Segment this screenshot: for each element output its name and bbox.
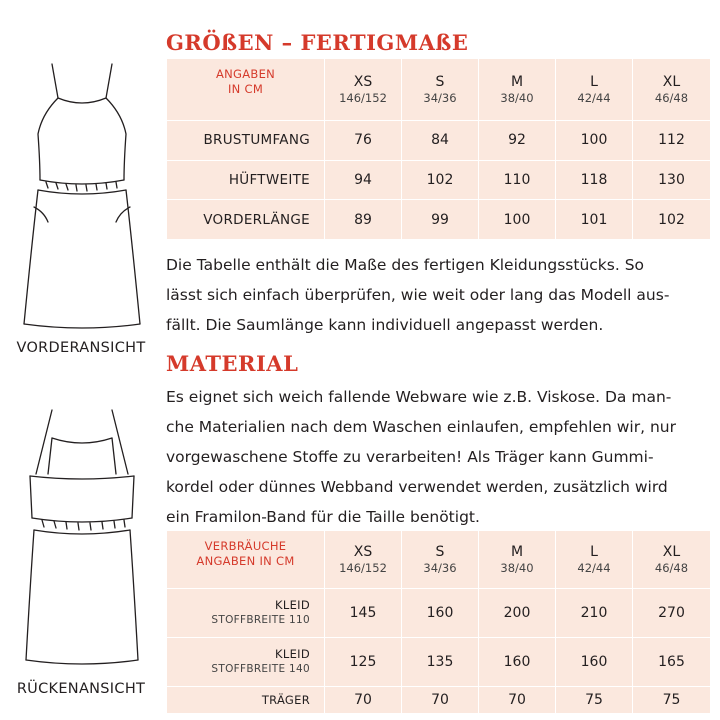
header-label-line: VERBRÄUCHE	[204, 539, 287, 553]
table-cell: 76	[325, 121, 402, 161]
table-cell: 165	[633, 638, 711, 687]
header-label-line: ANGABEN	[215, 67, 276, 81]
consumption-table	[166, 530, 711, 714]
size-col-s	[402, 531, 479, 589]
table-row	[167, 687, 711, 714]
table-cell: 99	[402, 200, 479, 240]
size-col-xs	[325, 531, 402, 589]
size-col-s	[402, 59, 479, 121]
size-code: L	[590, 74, 598, 90]
size-code: XL	[662, 544, 681, 560]
size-range: 46/48	[654, 561, 689, 575]
size-col-xl	[633, 59, 711, 121]
text-line: vorgewaschene Stoffe zu verarbeiten! Als Träger kann Gummi-	[166, 448, 654, 466]
dress-back-icon	[22, 408, 142, 670]
illustration-column	[0, 0, 162, 720]
consumption-header-label	[167, 531, 325, 589]
table-cell: 94	[325, 160, 402, 200]
table-cell: 135	[402, 638, 479, 687]
size-code: XS	[353, 74, 373, 90]
row-label-main: TRÄGER	[261, 692, 310, 707]
table-cell: 70	[479, 687, 556, 714]
material-heading: MATERIAL	[166, 351, 299, 376]
table-cell: 160	[402, 589, 479, 638]
back-view-label: RÜCKENANSICHT	[16, 681, 146, 697]
table-cell: 75	[556, 687, 633, 714]
table-cell: 210	[556, 589, 633, 638]
row-label-main: KLEID	[275, 598, 310, 613]
header-label-line: IN CM	[227, 82, 264, 96]
row-label	[167, 589, 325, 638]
size-range: 46/48	[654, 91, 689, 105]
size-code: L	[590, 544, 598, 560]
size-range: 146/152	[339, 561, 387, 575]
table-cell: 102	[402, 160, 479, 200]
header-label-line: ANGABEN IN CM	[196, 554, 295, 568]
table-cell: 270	[633, 589, 711, 638]
table-cell: 75	[633, 687, 711, 714]
sizes-description	[166, 250, 706, 340]
table-cell: 125	[325, 638, 402, 687]
text-line: fällt. Die Saumlänge kann individuell angepasst werden.	[166, 316, 604, 334]
table-row	[167, 638, 711, 687]
table-cell: 89	[325, 200, 402, 240]
table-row	[167, 589, 711, 638]
size-code: M	[510, 74, 524, 90]
row-label: HÜFTWEITE	[167, 160, 325, 200]
table-cell: 92	[479, 121, 556, 161]
table-cell: 118	[556, 160, 633, 200]
text-line: Die Tabelle enthält die Maße des fertigen Kleidungsstücks. So	[166, 256, 645, 274]
text-line: che Materialien nach dem Waschen einlaufen, empfehlen wir, nur	[166, 418, 676, 436]
sizes-table	[166, 58, 711, 240]
table-cell: 101	[556, 200, 633, 240]
row-label	[167, 687, 325, 714]
size-range: 38/40	[500, 561, 534, 575]
table-row	[167, 200, 711, 240]
size-col-l	[556, 531, 633, 589]
table-cell: 102	[633, 200, 711, 240]
size-code: M	[510, 544, 524, 560]
row-label	[167, 638, 325, 687]
table-cell: 70	[325, 687, 402, 714]
table-cell: 160	[479, 638, 556, 687]
size-code: XL	[662, 74, 681, 90]
row-label-main: KLEID	[275, 647, 310, 662]
sizes-header-row	[167, 59, 711, 121]
size-range: 42/44	[577, 561, 611, 575]
row-label-sub: STOFFBREITE 140	[211, 663, 310, 676]
size-col-m	[479, 59, 556, 121]
material-description	[166, 382, 706, 532]
consumption-header-row	[167, 531, 711, 589]
text-line: Es eignet sich weich fallende Webware wie z.B. Viskose. Da man-	[166, 388, 672, 406]
table-cell: 70	[402, 687, 479, 714]
text-line: ein Framilon-Band für die Taille benötigt.	[166, 508, 480, 526]
table-cell: 160	[556, 638, 633, 687]
size-range: 38/40	[500, 91, 534, 105]
table-cell: 100	[479, 200, 556, 240]
front-view-label: VORDERANSICHT	[16, 340, 146, 356]
size-code: XS	[353, 544, 373, 560]
size-range: 146/152	[339, 91, 387, 105]
size-code: S	[435, 544, 445, 560]
size-col-l	[556, 59, 633, 121]
sizes-heading: GRÖßEN – FERTIGMAßE	[166, 30, 469, 55]
row-label: BRUSTUMFANG	[167, 121, 325, 161]
table-cell: 110	[479, 160, 556, 200]
table-cell: 84	[402, 121, 479, 161]
table-cell: 145	[325, 589, 402, 638]
table-cell: 100	[556, 121, 633, 161]
row-label: VORDERLÄNGE	[167, 200, 325, 240]
table-cell: 130	[633, 160, 711, 200]
table-row	[167, 160, 711, 200]
size-range: 42/44	[577, 91, 611, 105]
sizes-header-label	[167, 59, 325, 121]
text-line: lässt sich einfach überprüfen, wie weit oder lang das Modell aus-	[166, 286, 670, 304]
size-col-m	[479, 531, 556, 589]
size-col-xl	[633, 531, 711, 589]
row-label-sub: STOFFBREITE 110	[211, 614, 310, 627]
size-code: S	[435, 74, 445, 90]
text-line: kordel oder dünnes Webband verwendet werden, zusätzlich wird	[166, 478, 668, 496]
size-col-xs	[325, 59, 402, 121]
table-cell: 200	[479, 589, 556, 638]
size-range: 34/36	[423, 91, 457, 105]
table-row	[167, 121, 711, 161]
table-cell: 112	[633, 121, 711, 161]
dress-front-icon	[22, 62, 142, 334]
size-range: 34/36	[423, 561, 457, 575]
